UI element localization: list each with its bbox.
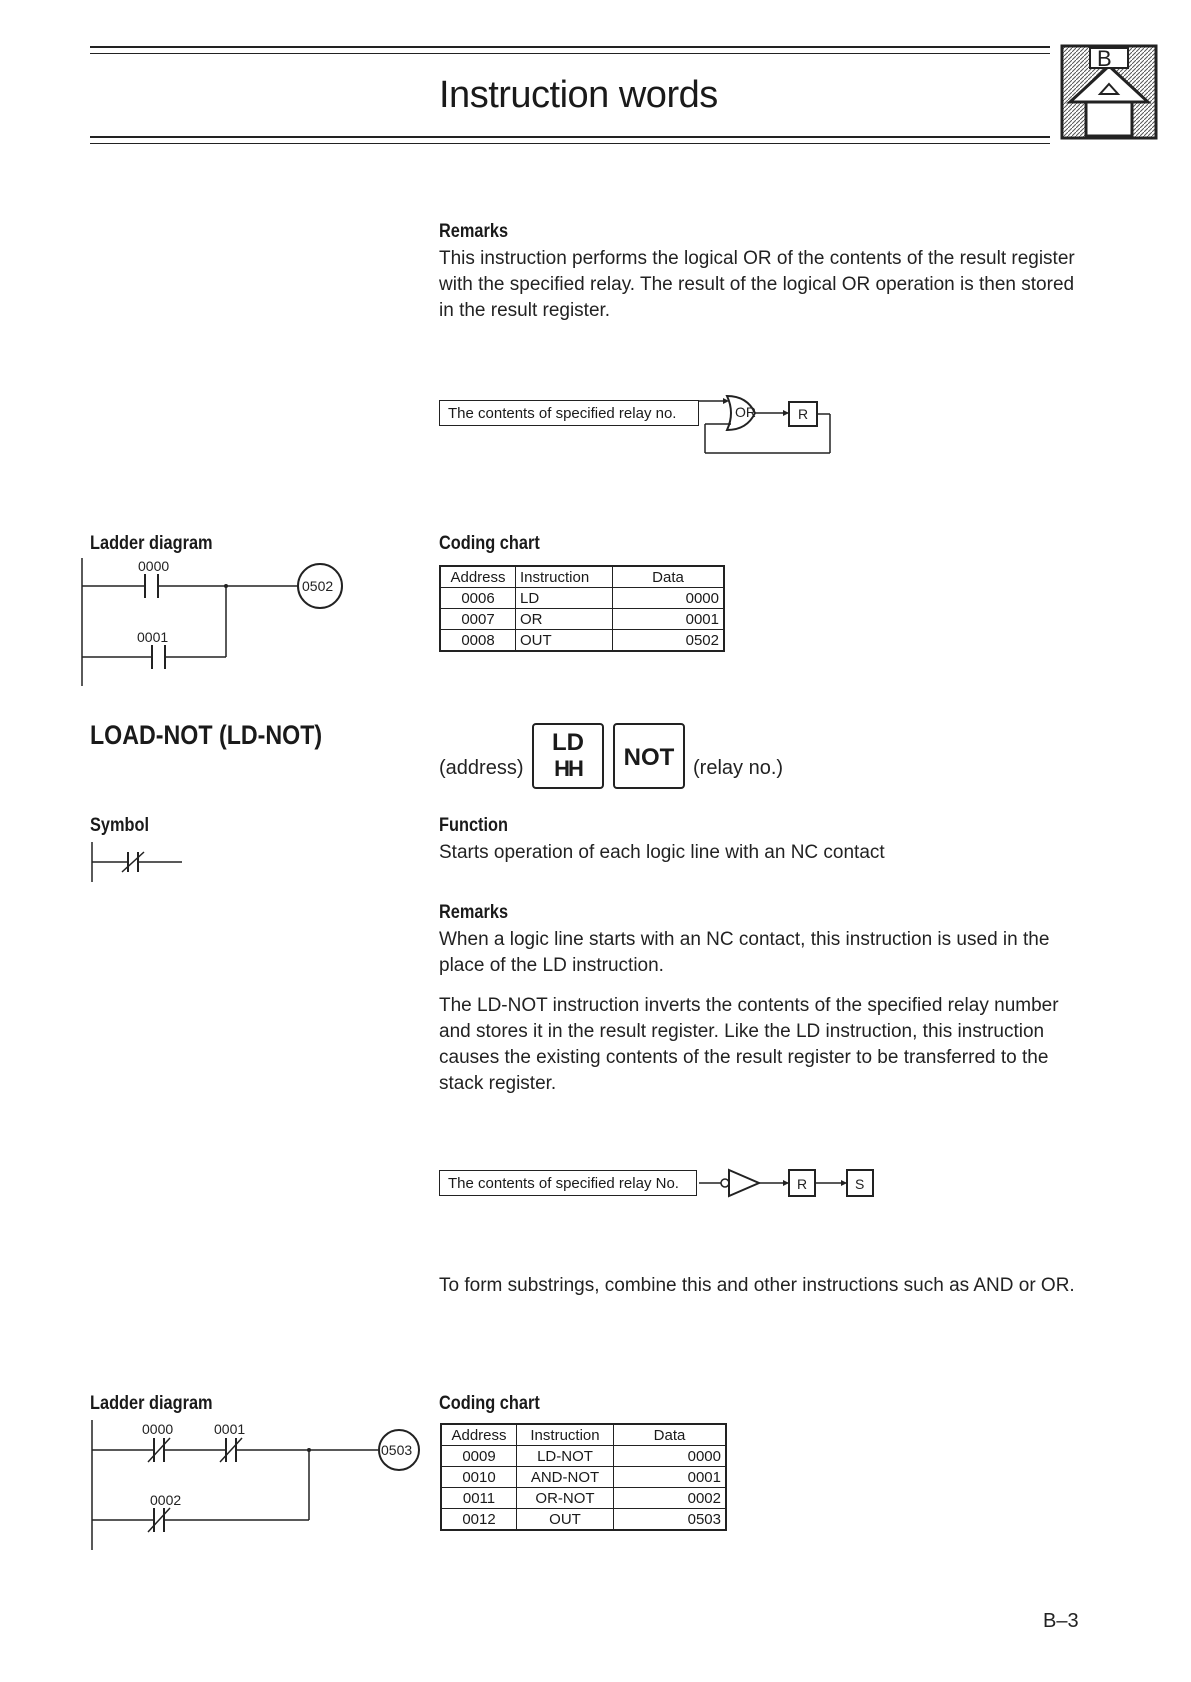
ldnot-remarks-text-1: When a logic line starts with an NC contact, this instruction is used in the place of the LD instruction. bbox=[439, 929, 1050, 976]
ldnot-diagram-source-label: The contents of specified relay No. bbox=[448, 1175, 679, 1192]
table-header-address: Address bbox=[441, 1424, 517, 1446]
ldnot-stack-label: S bbox=[855, 1176, 865, 1192]
ldnot-coding-table bbox=[440, 1423, 727, 1531]
ldnot-ladder-contact2-label: 0001 bbox=[214, 1421, 246, 1437]
table-cell-address: 0011 bbox=[441, 1488, 517, 1509]
header-rule-bottom bbox=[90, 136, 1050, 138]
page-number: B–3 bbox=[1043, 1610, 1079, 1632]
header-rule-top bbox=[90, 46, 1050, 48]
or-gate-diagram bbox=[699, 388, 839, 458]
ldnot-syntax-suffix: (relay no.) bbox=[693, 757, 784, 779]
ldnot-remarks-text-2: The LD-NOT instruction inverts the contents of the specified relay number and stores it in the result register. Like the LD instruction, this instruction causes the existing contents of the result register to be transferred to the stack register. bbox=[439, 995, 1059, 1094]
table-cell-instruction: LD bbox=[516, 588, 613, 609]
or-ladder-coil-label: 0502 bbox=[302, 578, 334, 594]
table-row bbox=[441, 1467, 726, 1488]
table-cell-instruction: OR bbox=[516, 609, 613, 630]
ldnot-ladder-coil-label: 0503 bbox=[381, 1442, 413, 1458]
not-gate-diagram bbox=[697, 1166, 887, 1206]
table-header-row bbox=[441, 1424, 726, 1446]
table-cell-instruction: AND-NOT bbox=[517, 1467, 614, 1488]
not-key bbox=[613, 723, 685, 789]
or-ladder-contact2-label: 0001 bbox=[137, 629, 169, 645]
ldnot-diagram-source-box bbox=[439, 1170, 697, 1196]
header-rule-bottom-thin bbox=[90, 143, 1050, 144]
table-header-address: Address bbox=[440, 566, 516, 588]
table-cell-instruction: OUT bbox=[517, 1509, 614, 1531]
table-header-data: Data bbox=[613, 566, 725, 588]
table-cell-data: 0000 bbox=[613, 588, 725, 609]
ldnot-heading: LOAD-NOT (LD-NOT) bbox=[90, 720, 323, 750]
table-cell-address: 0006 bbox=[440, 588, 516, 609]
table-row bbox=[440, 588, 724, 609]
ldnot-ladder-contact1-label: 0000 bbox=[142, 1421, 174, 1437]
table-cell-data: 0002 bbox=[614, 1488, 727, 1509]
or-ladder-diagram bbox=[80, 558, 350, 688]
table-cell-data: 0001 bbox=[613, 609, 725, 630]
or-coding-heading: Coding chart bbox=[439, 533, 540, 554]
ldnot-ladder-contact3-label: 0002 bbox=[150, 1492, 182, 1508]
table-row bbox=[441, 1509, 726, 1531]
ldnot-remarks-heading: Remarks bbox=[439, 902, 509, 923]
ldnot-ladder-diagram bbox=[90, 1420, 420, 1552]
table-row bbox=[441, 1446, 726, 1467]
ldnot-symbol-heading: Symbol bbox=[90, 815, 150, 836]
table-cell-data: 0503 bbox=[614, 1509, 727, 1531]
table-cell-address: 0009 bbox=[441, 1446, 517, 1467]
page-title: Instruction words bbox=[439, 74, 718, 116]
or-remarks-text: This instruction performs the logical OR of the contents of the result register with the specified relay. The result of the logical OR operation is then stored in the result register. bbox=[439, 248, 1075, 321]
or-gate-label: OR bbox=[735, 404, 756, 420]
ld-key-top-label: LD bbox=[552, 729, 584, 756]
not-key-label: NOT bbox=[623, 744, 675, 771]
ldnot-result-label: R bbox=[797, 1176, 808, 1192]
ldnot-function-text: Starts operation of each logic line with an NC contact bbox=[439, 842, 885, 863]
table-cell-data: 0001 bbox=[614, 1467, 727, 1488]
table-cell-address: 0007 bbox=[440, 609, 516, 630]
or-ladder-contact1-label: 0000 bbox=[138, 558, 170, 574]
table-cell-address: 0008 bbox=[440, 630, 516, 652]
ld-key-bottom-label: HH bbox=[554, 756, 582, 781]
table-header-instruction: Instruction bbox=[516, 566, 613, 588]
or-remarks-heading: Remarks bbox=[439, 221, 509, 242]
table-header-row bbox=[440, 566, 724, 588]
ldnot-ladder-heading: Ladder diagram bbox=[90, 1393, 213, 1414]
table-row bbox=[440, 630, 724, 652]
table-header-instruction: Instruction bbox=[517, 1424, 614, 1446]
ldnot-substring-text: To form substrings, combine this and other instructions such as AND or OR. bbox=[439, 1275, 1075, 1296]
table-cell-data: 0000 bbox=[614, 1446, 727, 1467]
chapter-logo-icon bbox=[1060, 44, 1158, 140]
header-rule-top-thin bbox=[90, 53, 1050, 54]
or-register-label: R bbox=[798, 406, 809, 422]
table-cell-instruction: OR-NOT bbox=[517, 1488, 614, 1509]
ldnot-syntax-prefix: (address) bbox=[439, 757, 524, 779]
table-cell-data: 0502 bbox=[613, 630, 725, 652]
table-row bbox=[440, 609, 724, 630]
or-ladder-heading: Ladder diagram bbox=[90, 533, 213, 554]
or-coding-table bbox=[439, 565, 725, 652]
ld-key bbox=[532, 723, 604, 789]
ldnot-coding-heading: Coding chart bbox=[439, 1393, 540, 1414]
table-cell-instruction: OUT bbox=[516, 630, 613, 652]
table-cell-address: 0010 bbox=[441, 1467, 517, 1488]
or-diagram-source-label: The contents of specified relay no. bbox=[448, 405, 677, 422]
ldnot-function-heading: Function bbox=[439, 815, 508, 836]
table-row bbox=[441, 1488, 726, 1509]
table-cell-instruction: LD-NOT bbox=[517, 1446, 614, 1467]
nc-contact-symbol-icon bbox=[90, 838, 190, 888]
table-cell-address: 0012 bbox=[441, 1509, 517, 1531]
table-header-data: Data bbox=[614, 1424, 727, 1446]
or-diagram-source-box bbox=[439, 400, 699, 426]
svg-text:B: B bbox=[1097, 46, 1112, 71]
